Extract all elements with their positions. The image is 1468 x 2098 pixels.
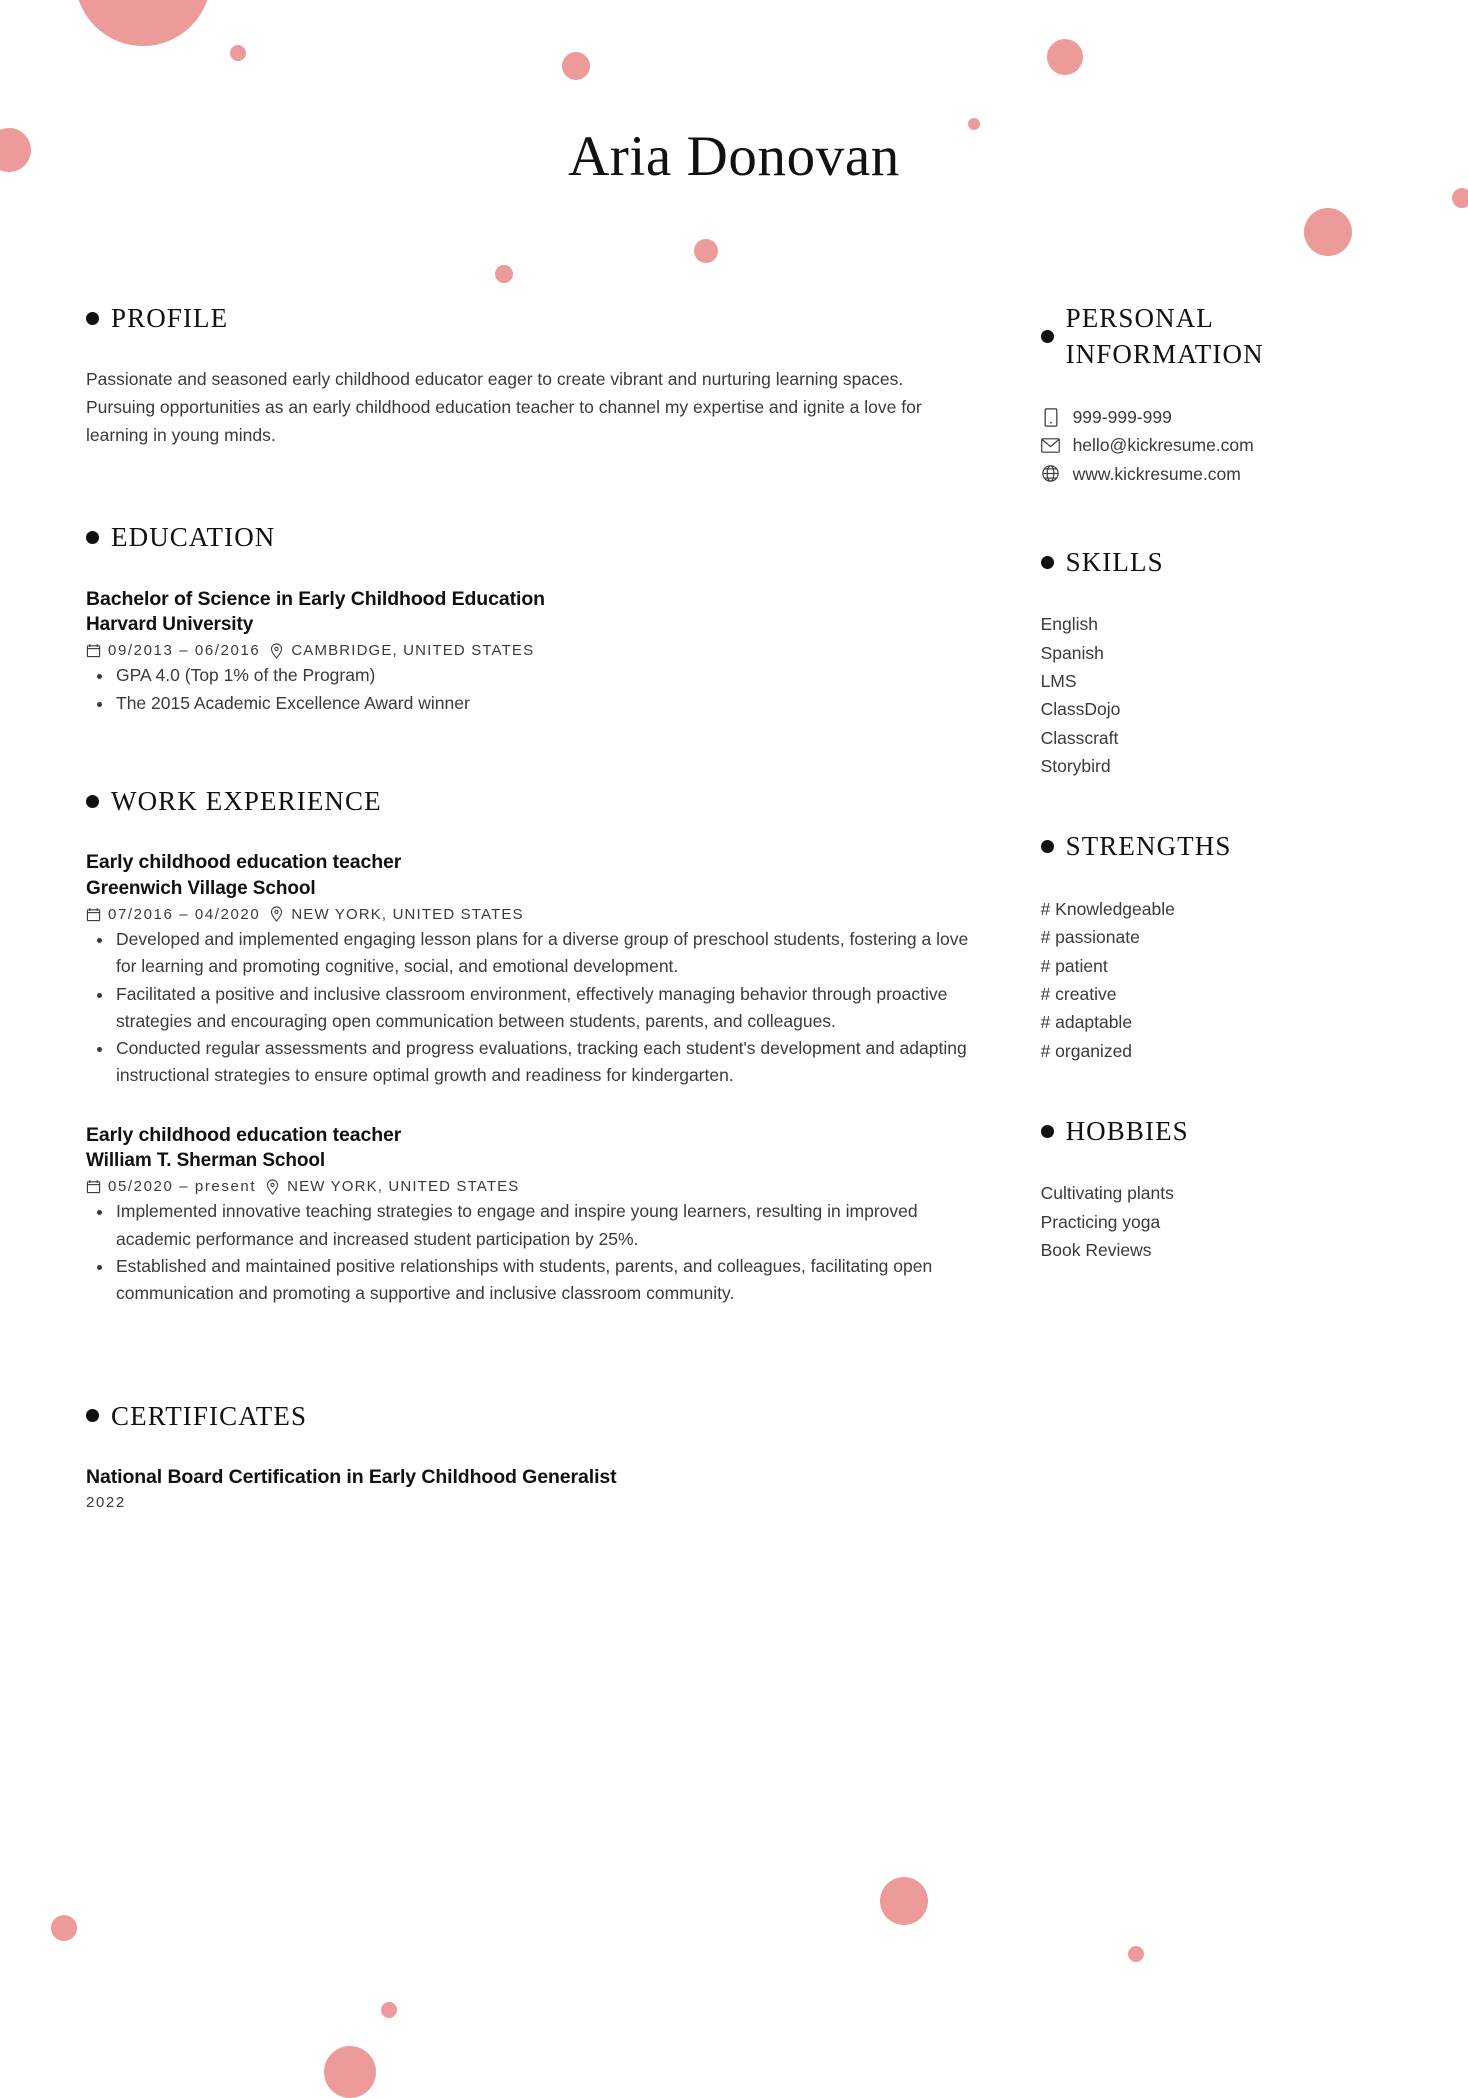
bullet-dot-icon bbox=[86, 1409, 99, 1422]
envelope-icon bbox=[1041, 438, 1061, 453]
section-title-personal-information bbox=[1066, 300, 1264, 373]
section-strengths bbox=[1041, 828, 1408, 1065]
resume-header bbox=[60, 0, 1408, 300]
list-item: Classcraft bbox=[1040, 727, 1119, 748]
work-location: NEW YORK, UNITED STATES bbox=[287, 1178, 520, 1196]
section-profile bbox=[86, 300, 989, 449]
work-company: William T. Sherman School bbox=[86, 1149, 326, 1171]
work-dates: 05/2020 – present bbox=[108, 1178, 257, 1196]
list-item: Storybird bbox=[1040, 756, 1111, 777]
education-date-group bbox=[86, 642, 260, 659]
certificate-entry bbox=[86, 1464, 989, 1511]
list-item: GPA 4.0 (Top 1% of the Program) bbox=[86, 662, 989, 689]
list-item: Book Reviews bbox=[1040, 1240, 1152, 1261]
bullet-dot-icon bbox=[1041, 840, 1054, 853]
globe-icon bbox=[1041, 465, 1061, 482]
section-education bbox=[86, 519, 989, 717]
spacer bbox=[86, 1094, 989, 1122]
work-date-group bbox=[86, 1178, 256, 1195]
section-title-work: WORK EXPERIENCE bbox=[111, 785, 382, 816]
contact-list bbox=[1041, 403, 1408, 488]
list-item: ClassDojo bbox=[1040, 699, 1121, 720]
education-location-group bbox=[269, 642, 534, 659]
contact-website[interactable] bbox=[1041, 460, 1408, 488]
work-company: Greenwich Village School bbox=[86, 877, 316, 899]
calendar-icon bbox=[86, 907, 101, 922]
work-role: Early childhood education teacher bbox=[86, 851, 402, 874]
section-title-line2: INFORMATION bbox=[1065, 339, 1264, 370]
section-heading-skills bbox=[1041, 544, 1408, 580]
list-item: # organized bbox=[1040, 1040, 1133, 1061]
certificate-name: National Board Certification in Early Childhood Generalist bbox=[86, 1465, 617, 1488]
bullet-dot-icon bbox=[1041, 330, 1054, 343]
section-work-experience bbox=[86, 783, 989, 1308]
section-heading-strengths bbox=[1041, 828, 1408, 864]
strengths-list bbox=[1041, 895, 1408, 1065]
list-item: LMS bbox=[1040, 671, 1077, 692]
bullet-dot-icon bbox=[86, 531, 99, 544]
list-item: Facilitated a positive and inclusive classroom environment, effectively managing behavior through proactive strategies and encouraging open communication between students, parents, and colleagues. bbox=[86, 981, 989, 1036]
list-item: Established and maintained positive relationships with students, parents, and colleagues, facilitating open communication and promoting a supportive and inclusive classroom community. bbox=[86, 1253, 989, 1308]
contact-website-value: www.kickresume.com bbox=[1072, 463, 1241, 484]
list-item: English bbox=[1040, 614, 1098, 635]
candidate-name: Aria Donovan bbox=[568, 125, 900, 188]
section-title-line1: PERSONAL bbox=[1065, 303, 1214, 333]
bullet-dot-icon bbox=[86, 795, 99, 808]
work-bullets bbox=[86, 926, 989, 1090]
section-heading-certificates bbox=[86, 1398, 989, 1434]
work-location-group bbox=[269, 906, 523, 923]
list-item: # passionate bbox=[1040, 927, 1140, 948]
list-item: # patient bbox=[1040, 955, 1108, 976]
list-item: # adaptable bbox=[1040, 1012, 1133, 1033]
certificate-year: 2022 bbox=[86, 1494, 126, 1512]
contact-phone[interactable] bbox=[1041, 403, 1408, 431]
location-pin-icon bbox=[265, 1179, 280, 1195]
education-bullets bbox=[86, 662, 989, 717]
section-hobbies bbox=[1041, 1113, 1408, 1264]
section-title-profile: PROFILE bbox=[111, 303, 229, 333]
list-item: The 2015 Academic Excellence Award winner bbox=[86, 690, 989, 717]
work-meta bbox=[86, 1178, 989, 1195]
phone-icon bbox=[1041, 408, 1061, 427]
section-heading-personal-information bbox=[1041, 300, 1408, 373]
side-column bbox=[1029, 300, 1408, 1264]
section-title-strengths: STRENGTHS bbox=[1065, 831, 1232, 862]
education-school: Harvard University bbox=[86, 613, 254, 635]
hobbies-list bbox=[1041, 1179, 1408, 1264]
list-item: Cultivating plants bbox=[1040, 1183, 1174, 1204]
bullet-dot-icon bbox=[1041, 1125, 1054, 1138]
list-item: Practicing yoga bbox=[1040, 1211, 1161, 1232]
contact-email-value: hello@kickresume.com bbox=[1072, 435, 1254, 456]
list-item: Developed and implemented engaging lesson plans for a diverse group of preschool students, fostering a love for learning and promoting cognitive, social, and emotional development. bbox=[86, 926, 989, 981]
work-location: NEW YORK, UNITED STATES bbox=[291, 905, 524, 923]
work-entry bbox=[86, 1122, 989, 1308]
location-pin-icon bbox=[269, 643, 284, 659]
section-certificates bbox=[86, 1398, 989, 1512]
spacer bbox=[86, 449, 989, 519]
contact-phone-value: 999-999-999 bbox=[1072, 406, 1172, 427]
education-degree: Bachelor of Science in Early Childhood Education bbox=[86, 587, 545, 610]
calendar-icon bbox=[86, 643, 101, 658]
list-item: # Knowledgeable bbox=[1040, 898, 1175, 919]
education-location: CAMBRIDGE, UNITED STATES bbox=[291, 642, 535, 660]
work-location-group bbox=[265, 1178, 519, 1195]
spacer bbox=[1041, 488, 1408, 544]
bullet-dot-icon bbox=[1041, 556, 1054, 569]
section-heading-education bbox=[86, 519, 989, 555]
work-meta bbox=[86, 906, 989, 923]
resume-body-columns bbox=[60, 300, 1408, 1515]
list-item: # creative bbox=[1040, 983, 1117, 1004]
spacer bbox=[86, 721, 989, 783]
education-entry bbox=[86, 586, 989, 717]
work-bullets bbox=[86, 1198, 989, 1307]
work-role: Early childhood education teacher bbox=[86, 1123, 402, 1146]
list-item: Implemented innovative teaching strategies to engage and inspire young learners, resulting in improved academic performance and increased student participation by 25%. bbox=[86, 1198, 989, 1253]
spacer bbox=[86, 1312, 989, 1398]
list-item: Spanish bbox=[1040, 642, 1104, 663]
spacer bbox=[1041, 780, 1408, 828]
bullet-dot-icon bbox=[86, 312, 99, 325]
section-heading-profile bbox=[86, 300, 989, 336]
work-date-group bbox=[86, 906, 260, 923]
section-title-hobbies: HOBBIES bbox=[1065, 1115, 1189, 1146]
section-personal-information bbox=[1041, 300, 1408, 488]
section-skills bbox=[1041, 544, 1408, 781]
list-item: Conducted regular assessments and progress evaluations, tracking each student's development and adapting instructional strategies to ensure optimal growth and readiness for kindergarten. bbox=[86, 1035, 989, 1090]
work-dates: 07/2016 – 04/2020 bbox=[108, 905, 261, 923]
skills-list bbox=[1041, 610, 1408, 780]
section-title-education: EDUCATION bbox=[111, 522, 276, 553]
work-entry bbox=[86, 849, 989, 1089]
section-title-certificates: CERTIFICATES bbox=[111, 1400, 308, 1431]
main-column bbox=[60, 300, 1029, 1515]
contact-email[interactable] bbox=[1041, 431, 1408, 459]
profile-summary-text: Passionate and seasoned early childhood educator eager to create vibrant and nurturing learning spaces. Pursuing opportunities as an early childhood education teacher to channel my expertise and ignite a love for learning in young minds. bbox=[86, 369, 922, 445]
spacer bbox=[1041, 1065, 1408, 1113]
location-pin-icon bbox=[269, 906, 284, 922]
section-title-skills: SKILLS bbox=[1065, 546, 1164, 577]
education-meta bbox=[86, 642, 989, 659]
calendar-icon bbox=[86, 1179, 101, 1194]
section-heading-work bbox=[86, 783, 989, 819]
education-dates: 09/2013 – 06/2016 bbox=[108, 642, 261, 660]
section-heading-hobbies bbox=[1041, 1113, 1408, 1149]
